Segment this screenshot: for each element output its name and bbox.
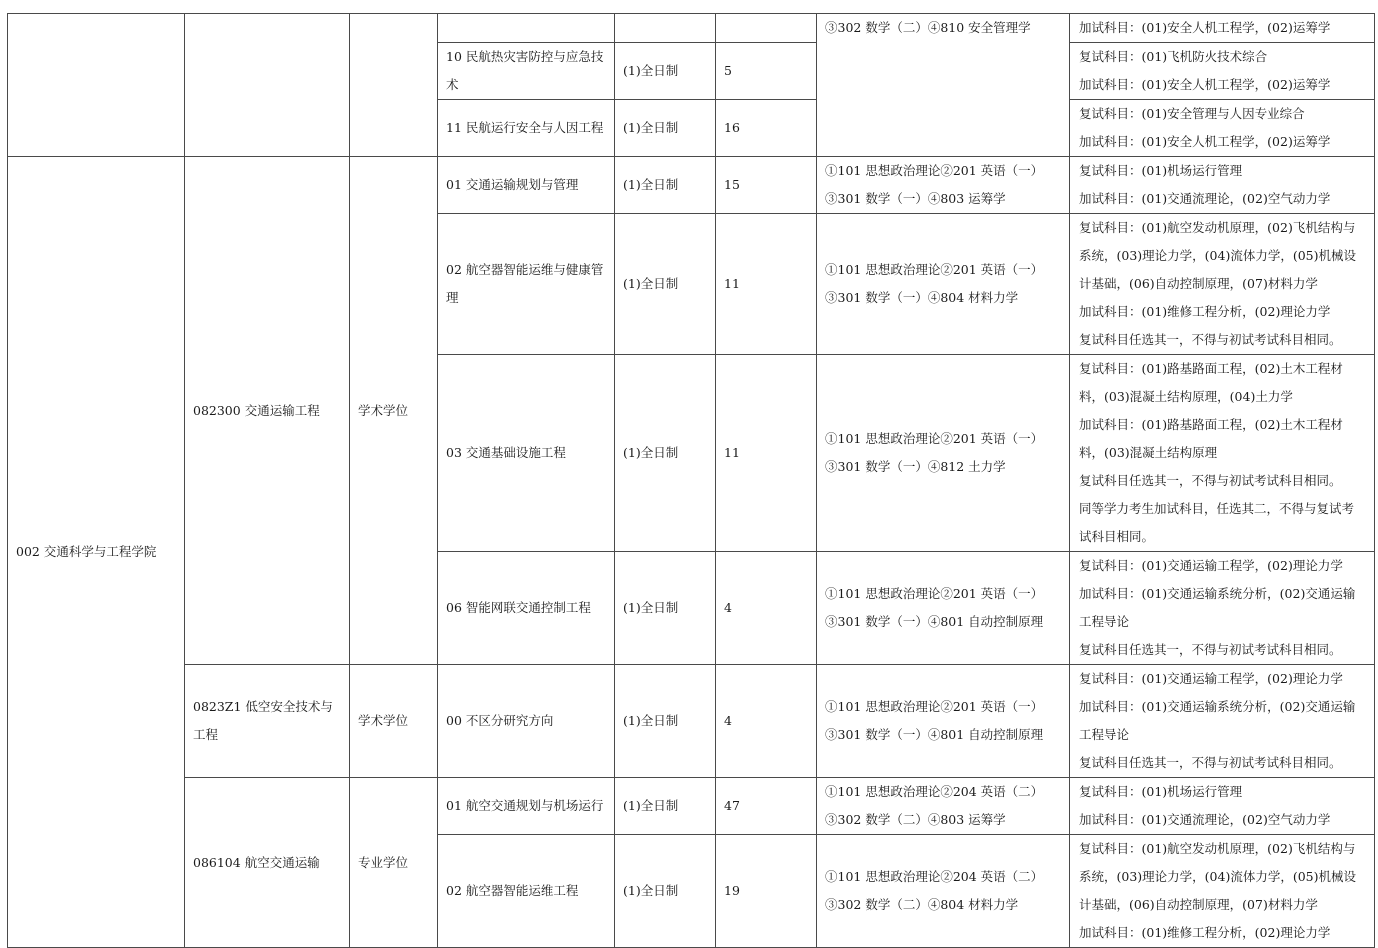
retest-subjects-cell (1070, 355, 1375, 552)
major-cell: 086104 航空交通运输 (185, 778, 350, 948)
retest-line: 复试科目：(01)航空发动机原理，(02)飞机结构与系统，(03)理论力学，(04)流体力学，(05)机械设计基础，(06)自动控制原理，(07)材料力学 (1079, 220, 1356, 291)
degree-cell-continued (350, 14, 438, 157)
exam-subjects-cell (817, 665, 1070, 778)
retest-line: 加试科目：(01)交通流理论，(02)空气动力学 (1079, 812, 1331, 827)
retest-line: 复试科目任选其一，不得与初试考试科目相同。 (1079, 642, 1342, 657)
table-row (8, 14, 1375, 43)
retest-line: 加试科目：(01)交通流理论，(02)空气动力学 (1079, 191, 1331, 206)
degree-type-cell: 学术学位 (350, 665, 438, 778)
exam-subject-line: ①101 思想政治理论②201 英语（一） (825, 699, 1044, 714)
enrollment-count-cell: 11 (716, 355, 817, 552)
study-mode-cell: (1)全日制 (615, 157, 716, 214)
enrollment-count-cell: 19 (716, 835, 817, 948)
retest-line: 复试科目任选其一，不得与初试考试科目相同。 (1079, 755, 1342, 770)
study-mode-cell: (1)全日制 (615, 778, 716, 835)
exam-subjects-cell (817, 14, 1070, 157)
retest-line: 复试科目任选其一，不得与初试考试科目相同。 (1079, 473, 1342, 488)
study-mode-cell: (1)全日制 (615, 665, 716, 778)
exam-subject-line: ③302 数学（二）④810 安全管理学 (825, 20, 1031, 35)
retest-subjects-cell (1070, 157, 1375, 214)
table-row (8, 157, 1375, 214)
major-cell: 0823Z1 低空安全技术与工程 (185, 665, 350, 778)
retest-line: 复试科目：(01)交通运输工程学，(02)理论力学 (1079, 671, 1343, 686)
retest-subjects-cell (1070, 214, 1375, 355)
exam-subject-line: ③301 数学（一）④812 土力学 (825, 459, 1006, 474)
exam-subjects-cell (817, 835, 1070, 948)
retest-line: 复试科目：(01)机场运行管理 (1079, 784, 1243, 799)
retest-line: 加试科目：(01)安全人机工程学，(02)运筹学 (1079, 20, 1331, 35)
enrollment-count-cell (716, 14, 817, 43)
study-mode-cell (615, 14, 716, 43)
direction-cell: 10 民航热灾害防控与应急技术 (438, 43, 615, 100)
exam-subjects-cell (817, 355, 1070, 552)
degree-type-cell: 专业学位 (350, 778, 438, 948)
retest-subjects-cell (1070, 14, 1375, 43)
retest-line: 加试科目：(01)交通运输系统分析，(02)交通运输工程导论 (1079, 586, 1356, 629)
exam-subject-line: ①101 思想政治理论②204 英语（二） (825, 784, 1044, 799)
retest-subjects-cell (1070, 552, 1375, 665)
enrollment-count-cell: 47 (716, 778, 817, 835)
exam-subject-line: ①101 思想政治理论②204 英语（二） (825, 869, 1044, 884)
direction-cell: 01 交通运输规划与管理 (438, 157, 615, 214)
table-row (8, 665, 1375, 778)
direction-cell: 01 航空交通规划与机场运行 (438, 778, 615, 835)
retest-line: 复试科目：(01)路基路面工程，(02)土木工程材料，(03)混凝土结构原理，(04)土力学 (1079, 361, 1343, 404)
retest-line: 加试科目：(01)路基路面工程，(02)土木工程材料，(03)混凝土结构原理 (1079, 417, 1343, 460)
study-mode-cell: (1)全日制 (615, 43, 716, 100)
retest-line: 复试科目任选其一，不得与初试考试科目相同。 (1079, 332, 1342, 347)
exam-subject-line: ③301 数学（一）④803 运筹学 (825, 191, 1006, 206)
exam-subject-line: ③301 数学（一）④804 材料力学 (825, 290, 1019, 305)
exam-subject-line: ③301 数学（一）④801 自动控制原理 (825, 727, 1044, 742)
exam-subject-line: ③302 数学（二）④803 运筹学 (825, 812, 1006, 827)
direction-cell: 11 民航运行安全与人因工程 (438, 100, 615, 157)
enrollment-count-cell: 5 (716, 43, 817, 100)
retest-line: 复试科目：(01)机场运行管理 (1079, 163, 1243, 178)
retest-line: 复试科目：(01)航空发动机原理，(02)飞机结构与系统，(03)理论力学，(04)流体力学，(05)机械设计基础，(06)自动控制原理，(07)材料力学 (1079, 841, 1356, 912)
degree-type-cell: 学术学位 (350, 157, 438, 665)
exam-subject-line: ①101 思想政治理论②201 英语（一） (825, 586, 1044, 601)
exam-subject-line: ①101 思想政治理论②201 英语（一） (825, 163, 1044, 178)
exam-subject-line: ③302 数学（二）④804 材料力学 (825, 897, 1019, 912)
study-mode-cell: (1)全日制 (615, 100, 716, 157)
exam-subject-line: ③301 数学（一）④801 自动控制原理 (825, 614, 1044, 629)
exam-subject-line: ①101 思想政治理论②201 英语（一） (825, 262, 1044, 277)
enrollment-count-cell: 15 (716, 157, 817, 214)
direction-cell: 06 智能网联交通控制工程 (438, 552, 615, 665)
retest-line: 加试科目：(01)安全人机工程学，(02)运筹学 (1079, 77, 1331, 92)
exam-subject-line: ①101 思想政治理论②201 英语（一） (825, 431, 1044, 446)
study-mode-cell: (1)全日制 (615, 835, 716, 948)
retest-line: 复试科目：(01)飞机防火技术综合 (1079, 49, 1268, 64)
retest-line: 加试科目：(01)维修工程分析，(02)理论力学 (1079, 304, 1331, 319)
enrollment-count-cell: 4 (716, 665, 817, 778)
retest-line: 加试科目：(01)安全人机工程学，(02)运筹学 (1079, 134, 1331, 149)
retest-line: 复试科目：(01)交通运输工程学，(02)理论力学 (1079, 558, 1343, 573)
retest-subjects-cell (1070, 778, 1375, 835)
study-mode-cell: (1)全日制 (615, 552, 716, 665)
direction-cell (438, 14, 615, 43)
exam-subjects-cell (817, 157, 1070, 214)
study-mode-cell: (1)全日制 (615, 214, 716, 355)
direction-cell: 02 航空器智能运维工程 (438, 835, 615, 948)
retest-line: 加试科目：(01)维修工程分析，(02)理论力学 (1079, 925, 1331, 940)
retest-subjects-cell (1070, 43, 1375, 100)
direction-cell: 03 交通基础设施工程 (438, 355, 615, 552)
exam-subjects-cell (817, 778, 1070, 835)
exam-subjects-cell (817, 552, 1070, 665)
table-row (8, 778, 1375, 835)
major-cell: 082300 交通运输工程 (185, 157, 350, 665)
admissions-catalog-table (7, 13, 1375, 948)
college-cell: 002 交通科学与工程学院 (8, 157, 185, 948)
direction-cell: 00 不区分研究方向 (438, 665, 615, 778)
retest-subjects-cell (1070, 835, 1375, 948)
study-mode-cell: (1)全日制 (615, 355, 716, 552)
enrollment-count-cell: 4 (716, 552, 817, 665)
retest-subjects-cell (1070, 665, 1375, 778)
college-cell-continued (8, 14, 185, 157)
retest-line: 加试科目：(01)交通运输系统分析，(02)交通运输工程导论 (1079, 699, 1356, 742)
direction-cell: 02 航空器智能运维与健康管理 (438, 214, 615, 355)
enrollment-count-cell: 11 (716, 214, 817, 355)
enrollment-count-cell: 16 (716, 100, 817, 157)
exam-subjects-cell (817, 214, 1070, 355)
retest-subjects-cell (1070, 100, 1375, 157)
retest-line: 复试科目：(01)安全管理与人因专业综合 (1079, 106, 1305, 121)
major-cell-continued (185, 14, 350, 157)
retest-line: 同等学力考生加试科目，任选其二，不得与复试考试科目相同。 (1079, 501, 1355, 544)
